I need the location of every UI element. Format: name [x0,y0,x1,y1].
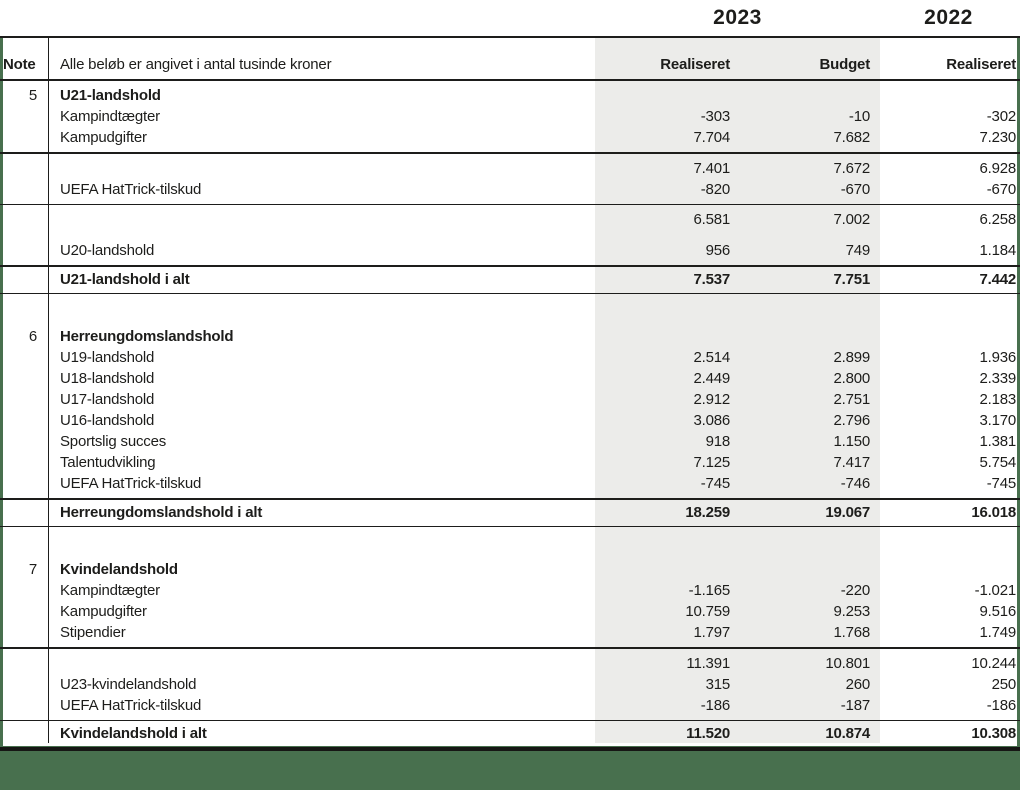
value-2022-realiseret: 7.230 [979,129,1016,146]
row-label: U17-landshold [60,391,155,408]
table-row [0,653,1020,674]
note-number [0,500,40,526]
section-header-row [0,85,1020,106]
row-label: Sportslig succes [60,433,167,450]
note-number [0,347,40,368]
value-2023-budget: 1.768 [833,624,870,641]
amount-caption: Alle beløb er angivet i antal tusinde kroner [60,56,332,73]
row-label: U18-landshold [60,370,155,387]
value-2023-budget: 260 [845,675,870,693]
value-2023-realiseret: 3.086 [693,412,730,429]
value-2023-realiseret: -1.165 [688,582,730,599]
table-row [0,473,1020,494]
value-2022-realiseret: 16.018 [971,503,1016,521]
value-2022-realiseret: 7.442 [979,270,1016,288]
table-row [0,695,1020,716]
table-row [0,601,1020,622]
row-label: Talentudvikling [60,454,156,471]
table-row [0,347,1020,368]
note-number [0,127,40,148]
value-2023-budget: 7.751 [833,270,870,288]
value-2023-budget: 10.874 [825,725,870,742]
value-2023-realiseret: -303 [700,108,730,125]
value-2023-realiseret: 11.391 [686,654,730,672]
value-2023-realiseret: -186 [700,696,730,714]
table-body [0,80,1020,751]
value-2023-realiseret: 7.537 [693,270,730,288]
note-number [0,368,40,389]
note-number [0,473,40,494]
row-label: UEFA HatTrick-tilskud [60,475,202,492]
row-label: U23-kvindelandshold [60,675,197,693]
value-2022-realiseret: 1.381 [979,433,1016,450]
value-2022-realiseret: -1.021 [974,582,1016,599]
note-number [0,452,40,473]
note-number: 5 [28,87,37,104]
table-row [0,106,1020,127]
value-2022-realiseret: 250 [991,675,1016,693]
value-2023-budget: 9.253 [833,603,870,620]
value-2022-realiseret: 1.184 [979,242,1016,259]
row-label: Herreungdomslandshold [60,328,234,345]
table-bottom-rule [0,747,1020,751]
value-2023-realiseret: 18.259 [685,503,730,521]
value-2023-budget: -220 [840,582,870,599]
section-header-row [0,559,1020,580]
row-label: U21-landshold [60,87,161,104]
row-rule [0,647,1020,649]
row-label: Kampudgifter [60,129,147,146]
value-2022-realiseret: -745 [986,475,1016,492]
value-2023-realiseret: 1.797 [693,624,730,641]
row-rule [0,293,1020,295]
table-row [0,179,1020,200]
value-2022-realiseret: 9.516 [979,603,1016,620]
value-2023-budget: -187 [840,696,870,714]
spacer [0,298,1020,326]
note-number [0,179,40,200]
value-2022-realiseret [870,559,1020,580]
value-2022-realiseret: 6.928 [979,159,1016,177]
table-row [0,368,1020,389]
row-label [60,158,590,179]
value-2023-realiseret: 956 [705,242,730,259]
value-2023-realiseret: 918 [705,433,730,450]
table-row [0,410,1020,431]
note-number: 6 [28,328,37,345]
value-2022-realiseret: 6.258 [979,211,1016,228]
spacer [0,531,1020,559]
value-2022-realiseret: -302 [986,108,1016,125]
note-number [0,674,40,695]
note-number [0,721,40,747]
value-2023-realiseret [590,85,730,106]
note-number [0,106,40,127]
value-2023-realiseret: 11.520 [686,725,730,742]
value-2023-realiseret: 315 [705,675,730,693]
value-2022-realiseret [870,326,1020,347]
value-2023-realiseret: 7.401 [693,159,730,177]
value-2022-realiseret: 5.754 [979,454,1016,471]
section-header-row [0,326,1020,347]
row-label: Herreungdomslandshold i alt [60,503,263,521]
table-row [0,209,1020,230]
table-row [0,127,1020,148]
value-2023-budget: 7.417 [833,454,870,471]
value-2022-realiseret: -670 [986,180,1016,198]
row-label: Kampindtægter [60,108,160,125]
value-2023-budget: 19.067 [825,503,870,521]
value-2022-realiseret: 10.308 [971,725,1016,742]
value-2023-budget: 2.751 [833,391,870,408]
note-column-header: Note [3,56,36,73]
value-2022-realiseret: 10.244 [971,654,1016,672]
row-label: Stipendier [60,624,126,641]
value-2023-realiseret: 7.125 [693,454,730,471]
value-2023-budget: -670 [840,180,870,198]
value-2023-budget [730,85,870,106]
value-2023-realiseret [590,559,730,580]
note-number: 7 [28,561,37,578]
total-row [0,267,1020,293]
table-row [0,452,1020,473]
note-number [0,695,40,716]
value-2023-budget: 749 [845,242,870,259]
note-number [0,209,40,230]
value-2023-budget: 7.672 [833,159,870,177]
spacer [0,230,1020,240]
note-number [0,410,40,431]
note-number [0,653,40,674]
value-2023-budget: 1.150 [833,433,870,450]
value-2023-realiseret [590,326,730,347]
value-2023-budget: 10.801 [825,654,870,672]
row-rule [0,526,1020,528]
row-label: Kvindelandshold i alt [60,725,207,742]
bottom-green-band [0,746,1020,790]
note-number [0,158,40,179]
value-2022-realiseret: 1.749 [979,624,1016,641]
year-header-2022: 2022 [924,6,973,29]
note-number [0,389,40,410]
row-label: UEFA HatTrick-tilskud [60,180,202,198]
row-rule [0,204,1020,206]
value-2023-budget: 2.800 [833,370,870,387]
note-number [0,601,40,622]
value-2023-budget [730,559,870,580]
value-2022-realiseret: 2.183 [979,391,1016,408]
value-2023-budget: 7.002 [833,211,870,228]
year-header-2023: 2023 [713,6,762,29]
row-rule [0,152,1020,154]
value-2023-realiseret: 7.704 [693,129,730,146]
row-label: U20-landshold [60,242,155,259]
col-header-realiseret-2022: Realiseret [946,56,1016,73]
value-2022-realiseret [870,85,1020,106]
value-2022-realiseret: -186 [986,696,1016,714]
value-2023-budget: 2.796 [833,412,870,429]
value-2023-realiseret: 2.912 [693,391,730,408]
value-2023-budget: 2.899 [833,349,870,366]
col-header-budget-2023: Budget [819,56,870,73]
table-row [0,389,1020,410]
col-header-realiseret-2023: Realiseret [660,56,730,73]
value-2023-budget: 7.682 [833,129,870,146]
note-number [0,622,40,643]
note-number [0,580,40,601]
row-label: U16-landshold [60,412,155,429]
row-label [60,653,590,674]
value-2023-realiseret: 10.759 [685,603,730,620]
note-number [0,240,40,261]
table-row [0,674,1020,695]
row-label: U21-landshold i alt [60,270,190,288]
row-label: Kvindelandshold [60,561,178,578]
row-label: Kampudgifter [60,603,147,620]
note-number [0,267,40,293]
value-2023-realiseret: 2.514 [693,349,730,366]
value-2023-realiseret: -745 [700,475,730,492]
value-2022-realiseret: 2.339 [979,370,1016,387]
table-row [0,240,1020,261]
total-row [0,721,1020,747]
row-label: U19-landshold [60,349,155,366]
total-row [0,500,1020,526]
table-row [0,580,1020,601]
value-2022-realiseret: 1.936 [979,349,1016,366]
value-2022-realiseret: 3.170 [979,412,1016,429]
table-row [0,622,1020,643]
value-2023-budget [730,326,870,347]
table-row [0,158,1020,179]
value-2023-realiseret: -820 [700,180,730,198]
row-label: Kampindtægter [60,582,160,599]
column-header-row [0,37,1020,80]
value-2023-budget: -10 [848,108,870,125]
row-label [60,209,590,230]
note-number [0,431,40,452]
table-row [0,431,1020,452]
value-2023-realiseret: 2.449 [693,370,730,387]
value-2023-budget: -746 [840,475,870,492]
value-2023-realiseret: 6.581 [693,211,730,228]
row-label: UEFA HatTrick-tilskud [60,696,202,714]
